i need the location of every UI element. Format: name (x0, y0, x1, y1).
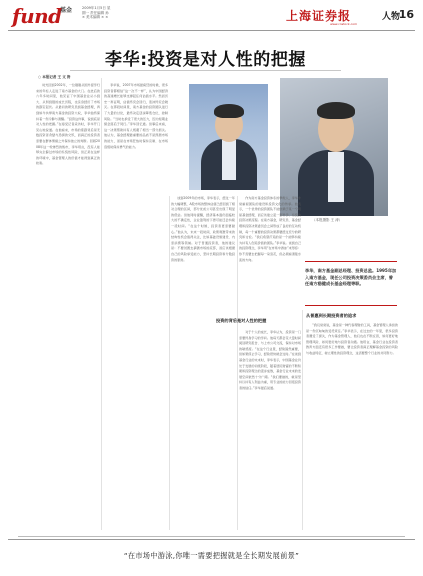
article-column-3 (171, 196, 235, 533)
section-subhead-2: 从普惠到长期投资者的追求 (306, 313, 357, 318)
person-profile: 李华，南方基金副总经理、投资总监。1995年加入南方基金，现任公司投资决策委员会主席，曾任南方稳健成长基金经理等职。 (305, 268, 397, 287)
article-column-1 (36, 83, 100, 533)
fund-logo-subtitle: 基金 (60, 7, 73, 14)
headline-divider (70, 70, 341, 71)
column-3-text: 谈到2009年的市场，李华表示，经过一年的大幅调整，A股市场的整体估值已经回到了相对合理的区间，部分优质公司甚至出现了明显的低估。但他同时提醒，经济基本面仍面临较大的不确定性，企业盈利的下滑可能还会持续一段时间。“在这个时候，投资者更需要耐心。”他认为，未来一段时间，政策刺激带来的结构性机会值得关注，比如基础设施建设、内需消费等领域。对于普通投资者，他的建议是：不要试图去猜测市场的底部，而应该根据自己的风险承受能力，坚持长期投资和分散投资的原则。 (171, 196, 235, 262)
article-column-2 (104, 83, 168, 533)
column-6-text: “我们常常说，基金是一种代客理财的工具，基金管理人承担的是一份沉甸甸的受托责任。”李华表示，在过去的一年里，很多投资者遭受了损失，作为基金管理人，他们也在不断反思，如何更好地管理风险、如何更好地与投资者沟通。他坦言，基金行业在投资者教育方面还有很多工作要做，要让投资者真正理解基金投资的风险与收益特征，树立理性的投资理念，这需要整个行业的共同努力。 (306, 323, 398, 355)
column-4-text: 作为南方基金投资体系的掌舵人，李华非常重视团队的建设和投资文化的传承。他表示，一个优秀的投资团队不能依赖于某一个明星基金经理，而应该建立起一套科学、系统的投资决策流程。在南方基金，研究员、基金经理和投资决策委员会之间形成了良好的互动机制，每一个重要的投资决策都要经过充分的研究和讨论。“我们希望打造的是一个能够持续为持有人创造价值的团队。”李华说。谈到自己的投资理念，李华用“在市场中游泳”来形容：你不需要去把握每一朵浪花，但必须看清楚水流的方向。 (239, 196, 301, 262)
portrait-figure-hair (317, 102, 355, 119)
article-byline: ○ 本报记者 王 文 涛 (38, 75, 71, 79)
article-column-4-top (239, 196, 301, 316)
column-5-text: 对于个人的成长，李华认为，投资是一门需要终身学习的学问。他每天都会花大量时间阅读研究报告、与上市公司交流，保持对市场的敏感度。“在这个行业里，经验固然重要，但如果停止学习，经验很快就会过时。”在谈到基金行业的未来时，李华表示，中国基金业仍处于发展的初级阶段，随着居民财富的不断积累和投资理念的逐步成熟，基金行业未来的发展空间依然十分广阔。“我们要做的，就是坚持以持有人利益为重，用专业的能力回报投资者的信任。”李华最后说道。 (239, 330, 301, 390)
section-subhead-1: 投资的背后是对人性的把握 (216, 318, 267, 323)
pullquote-top-rule (18, 536, 405, 537)
column-divider (237, 196, 238, 530)
issue-info: 2009年1月5日 星期一 责任编辑 孙 × 美术编辑 × × (82, 6, 111, 19)
photo-caption: （本报摄影 王 涛） (312, 218, 343, 222)
portrait-figure-shirt (328, 152, 344, 202)
interview-photo (189, 84, 268, 190)
column-divider (101, 78, 102, 530)
section-name: 人物 (381, 12, 400, 22)
pullquote-text: “在市场中游泳,你唯一需要把握就是全长期发展前景” (123, 551, 300, 560)
masthead-divider (8, 30, 415, 31)
lead-top-rule (305, 261, 397, 262)
column-divider (302, 310, 303, 530)
masthead (0, 0, 423, 32)
photo-figure-shirt (222, 140, 236, 180)
fund-logo: fund (12, 4, 62, 28)
column-2-text: 李华说，2007年市场最疯狂的时候，很多投资者都相信“这一次不一样”，认为中国经济的高速增长能够支撑起任何估值水平。然而历史一再证明，估值终究会回归，泡沫终究会破灭。在那段时间里，南方基金的投资团队进行了大量的讨论，最终决定逐步降低仓位，控制风险。“当时也承受了很大的压力，因为短期业绩会落后于同行。”李华回忆道。但事后来看，这一决策帮助持有人规避了相当一部分损失。他认为，基金经理最重要的品质不是预测市场的能力，而是在市场狂热时保持克制、在市场恐慌时保持勇气的能力。 (104, 83, 168, 149)
lead-bottom-rule (305, 305, 397, 306)
photo-figure-hair (214, 104, 244, 118)
newspaper-url: www.cnstock.com (330, 22, 357, 26)
article-column-5 (306, 323, 398, 533)
column-1-text: 时光回到2002年，一位刚刚从国外留学归来的年轻人走进了南方基金的大门。在此后的六年多时间里，他见证了中国基金业从小到大、从弱到强的成长历程，也亲身经历了市场的跌宕起伏。从最初的研究员到基金经理，再到如今执掌南方基金的投资大权，李华始终保持着一份冷静与清醒。“投资这件事，说到底是对人性的把握。”在接受记者采访时，李华开门见山地说道。在他看来，市场的涨跌背后是无数投资者贪婪与恐惧的交织，而真正的投资者需要在群体情绪之外保持独立的判断。回顾2008年这一轮惨烈的熊市，李华坦言，没有人能够完全躲过市场的系统性风险，但正是在这样的环境中，基金管理人的价值才能得到真正的检验。 (36, 83, 100, 166)
article-column-4-bottom (239, 330, 301, 533)
column-divider (169, 196, 170, 530)
pullquote-box (8, 539, 415, 570)
page-number: 16 (398, 8, 414, 21)
newspaper-brand: 上海证券报 (285, 9, 351, 23)
article-headline: 李华:投资是对人性的把握 (105, 50, 306, 70)
